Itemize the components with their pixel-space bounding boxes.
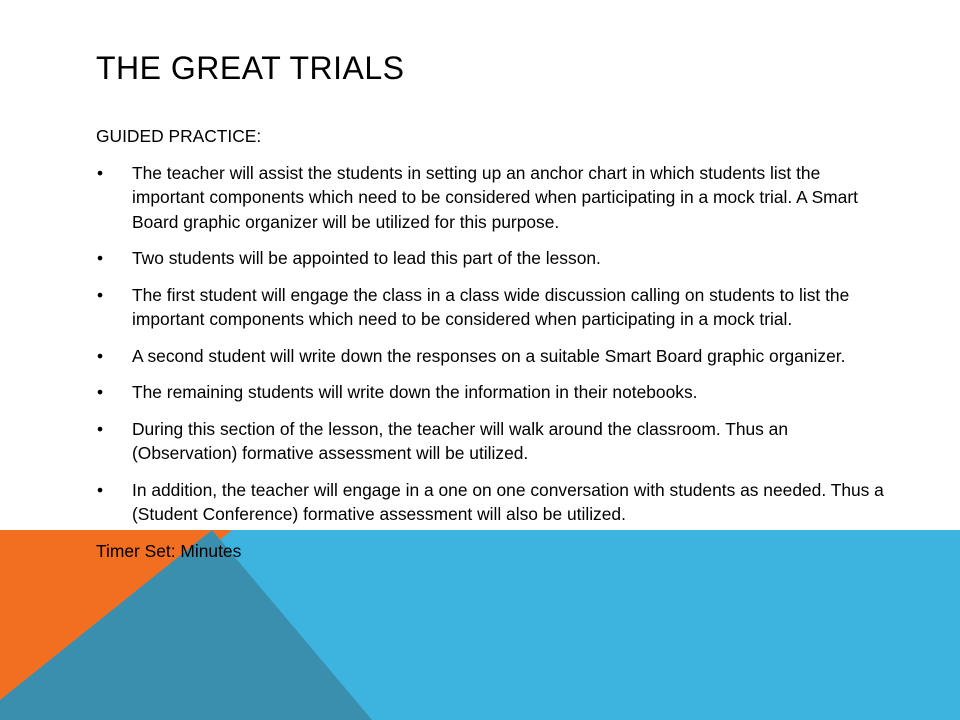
bullet-item: • Two students will be appointed to lead this part of the lesson. bbox=[96, 246, 886, 271]
slide-title: THE GREAT TRIALS bbox=[96, 50, 405, 86]
section-heading: GUIDED PRACTICE: bbox=[96, 126, 262, 146]
bullet-list bbox=[96, 161, 886, 527]
bullet-item: • The remaining students will write down the information in their notebooks. bbox=[96, 380, 886, 405]
bullet-item: • The first student will engage the class in a class wide discussion calling on students to list the important components which need to be considered when participating in a mock trial. bbox=[96, 283, 886, 332]
bullet-item: • A second student will write down the responses on a suitable Smart Board graphic organizer. bbox=[96, 344, 886, 369]
bullet-item: • In addition, the teacher will engage in a one on one conversation with students as needed. Thus a (Student Conference) formative assessment will also be utilized. bbox=[96, 478, 886, 527]
timer-text: Timer Set: Minutes bbox=[96, 540, 242, 561]
bullet-item: • During this section of the lesson, the teacher will walk around the classroom. Thus an (Observation) formative assessment will be utilized. bbox=[96, 417, 886, 466]
slide-body bbox=[96, 124, 886, 563]
bullet-item: • The teacher will assist the students in setting up an anchor chart in which students list the important components which need to be considered when participating in a mock trial. A Smart Board graphic organizer will be utilized for this purpose. bbox=[96, 161, 886, 235]
